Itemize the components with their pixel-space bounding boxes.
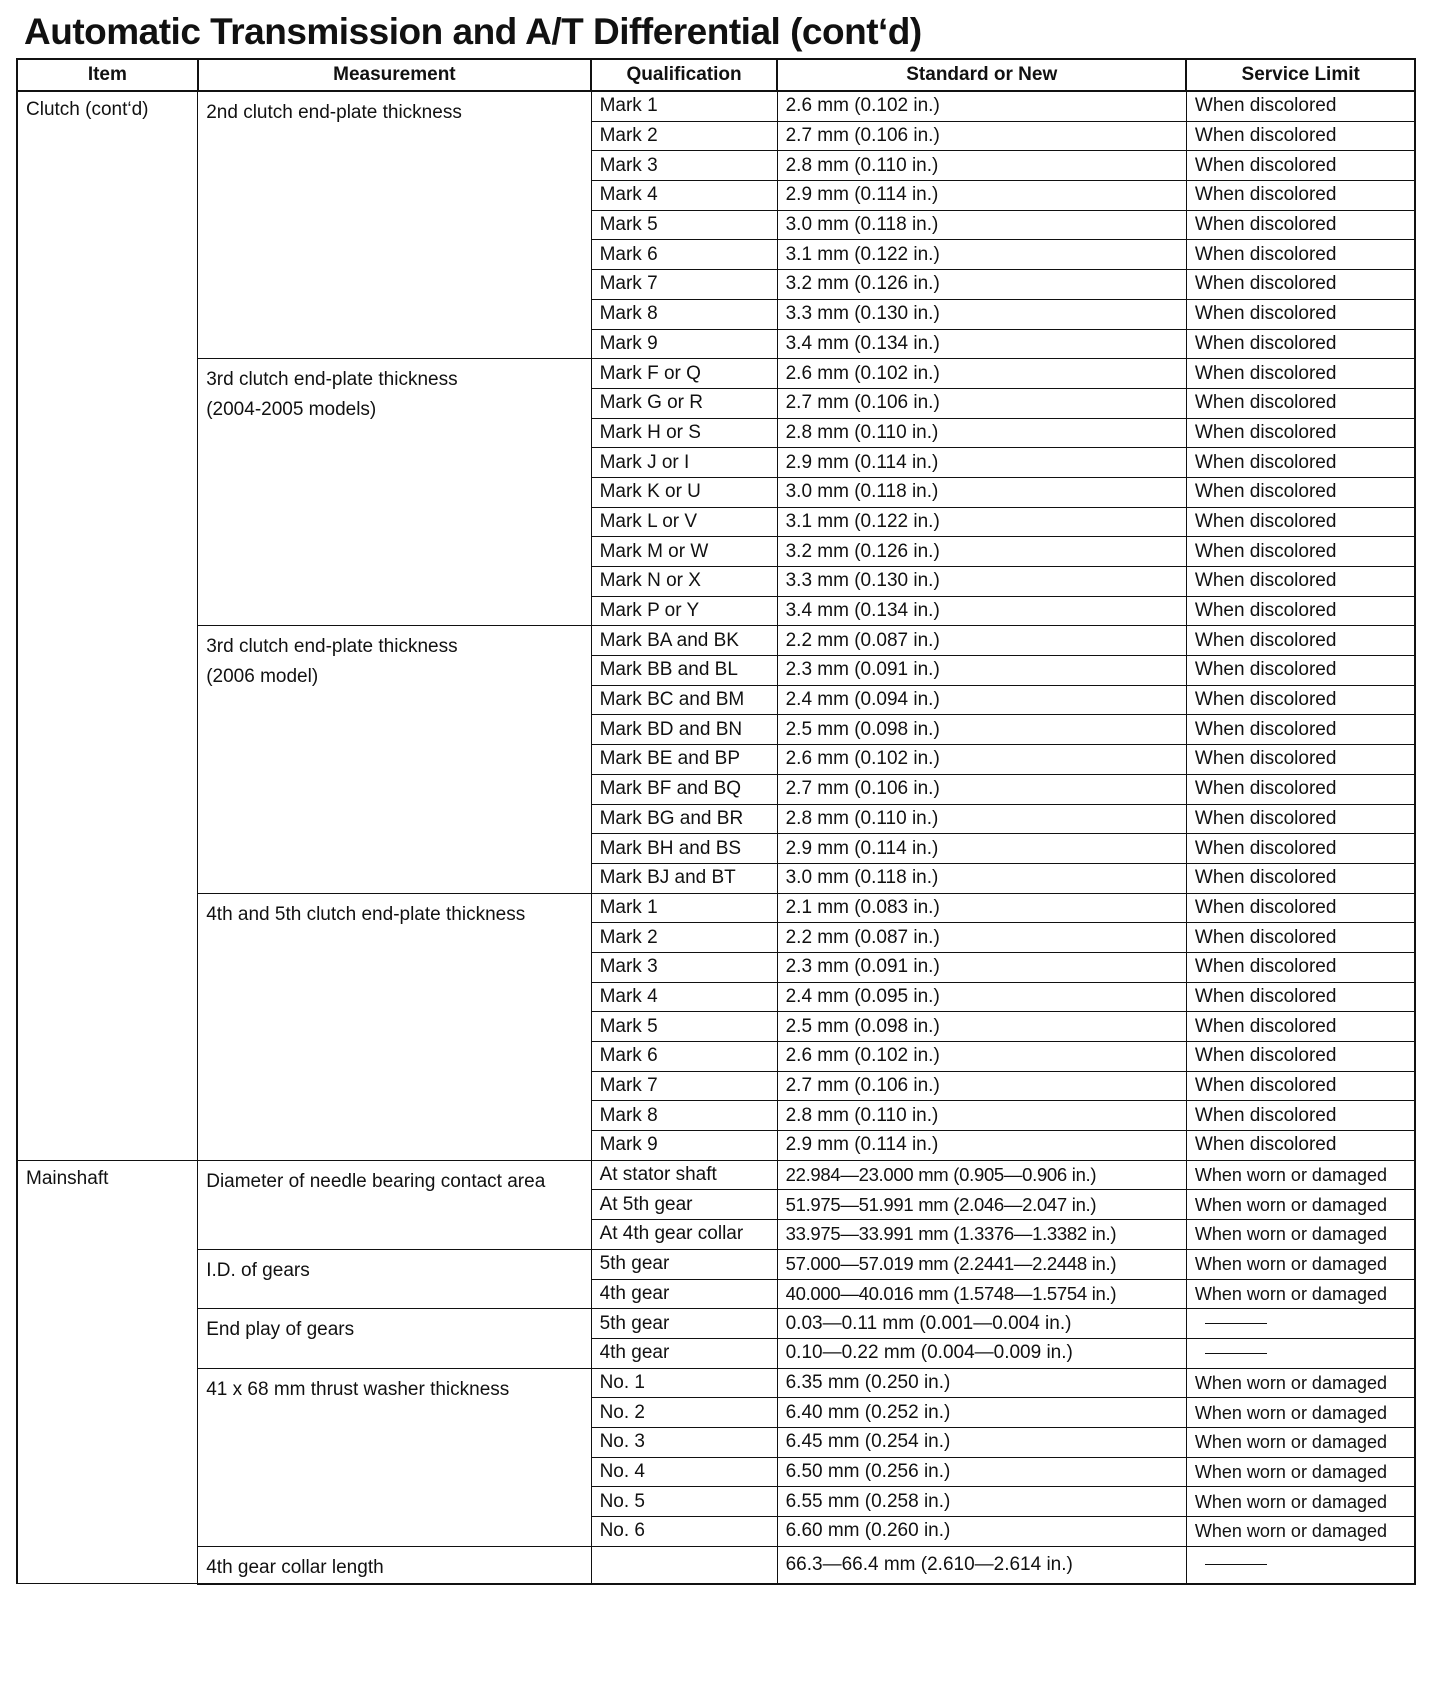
service-limit-cell [1186, 1546, 1415, 1584]
col-header-standard: Standard or New [777, 59, 1186, 91]
qualification-cell: Mark 1 [591, 91, 777, 121]
qualification-cell: Mark 2 [591, 121, 777, 151]
qualification-cell: Mark J or I [591, 448, 777, 478]
standard-cell: 2.2 mm (0.087 in.) [777, 923, 1186, 953]
measurement-cell: I.D. of gears [198, 1249, 591, 1308]
service-limit-cell: When discolored [1186, 1012, 1415, 1042]
col-header-measurement: Measurement [198, 59, 591, 91]
service-limit-cell: When worn or damaged [1186, 1220, 1415, 1250]
service-limit-cell: When worn or damaged [1186, 1398, 1415, 1428]
qualification-cell: Mark 3 [591, 952, 777, 982]
qualification-cell: Mark BJ and BT [591, 863, 777, 893]
service-limit-cell: When discolored [1186, 418, 1415, 448]
dash-line [1205, 1353, 1267, 1354]
standard-cell: 2.2 mm (0.087 in.) [777, 626, 1186, 656]
qualification-cell: Mark 9 [591, 329, 777, 359]
qualification-cell: Mark 1 [591, 893, 777, 923]
qualification-cell: 4th gear [591, 1338, 777, 1368]
standard-cell: 3.2 mm (0.126 in.) [777, 270, 1186, 300]
standard-cell: 2.6 mm (0.102 in.) [777, 359, 1186, 389]
service-limit-cell: When discolored [1186, 151, 1415, 181]
service-limit-cell: When worn or damaged [1186, 1368, 1415, 1398]
service-limit-cell: When worn or damaged [1186, 1427, 1415, 1457]
standard-cell: 2.5 mm (0.098 in.) [777, 1012, 1186, 1042]
standard-cell: 2.7 mm (0.106 in.) [777, 388, 1186, 418]
standard-cell: 2.9 mm (0.114 in.) [777, 1131, 1186, 1161]
service-limit-cell: When discolored [1186, 952, 1415, 982]
service-limit-cell: When worn or damaged [1186, 1457, 1415, 1487]
standard-cell: 3.2 mm (0.126 in.) [777, 537, 1186, 567]
standard-cell: 2.7 mm (0.106 in.) [777, 121, 1186, 151]
standard-cell: 2.9 mm (0.114 in.) [777, 448, 1186, 478]
standard-cell: 3.0 mm (0.118 in.) [777, 477, 1186, 507]
qualification-cell: Mark 6 [591, 240, 777, 270]
qualification-cell: Mark BA and BK [591, 626, 777, 656]
spec-table-body [17, 91, 1415, 1584]
item-cell: Mainshaft [17, 1160, 198, 1583]
qualification-cell: No. 6 [591, 1517, 777, 1547]
service-limit-cell [1186, 1338, 1415, 1368]
service-limit-cell: When discolored [1186, 121, 1415, 151]
qualification-cell: Mark 6 [591, 1042, 777, 1072]
qualification-cell: Mark G or R [591, 388, 777, 418]
standard-cell: 2.8 mm (0.110 in.) [777, 418, 1186, 448]
standard-cell: 2.8 mm (0.110 in.) [777, 151, 1186, 181]
qualification-cell: No. 1 [591, 1368, 777, 1398]
page-title: Automatic Transmission and A/T Differential (cont‘d) [24, 11, 922, 52]
service-limit-cell: When discolored [1186, 1131, 1415, 1161]
qualification-cell: Mark 7 [591, 270, 777, 300]
qualification-cell: Mark 3 [591, 151, 777, 181]
measurement-cell: 4th and 5th clutch end-plate thickness [198, 893, 591, 1160]
qualification-cell: 4th gear [591, 1279, 777, 1309]
standard-cell: 2.7 mm (0.106 in.) [777, 774, 1186, 804]
standard-cell: 6.40 mm (0.252 in.) [777, 1398, 1186, 1428]
service-limit-cell: When discolored [1186, 656, 1415, 686]
service-limit-cell: When discolored [1186, 804, 1415, 834]
service-limit-cell: When worn or damaged [1186, 1279, 1415, 1309]
qualification-cell: Mark 7 [591, 1071, 777, 1101]
service-limit-cell: When discolored [1186, 359, 1415, 389]
service-limit-cell: When discolored [1186, 982, 1415, 1012]
service-limit-cell: When discolored [1186, 567, 1415, 597]
standard-cell: 57.000—57.019 mm (2.2441—2.2448 in.) [777, 1249, 1186, 1279]
service-limit-cell: When discolored [1186, 596, 1415, 626]
qualification-cell: Mark 9 [591, 1131, 777, 1161]
standard-cell: 2.4 mm (0.095 in.) [777, 982, 1186, 1012]
service-limit-cell: When discolored [1186, 537, 1415, 567]
qualification-cell: Mark 8 [591, 1101, 777, 1131]
standard-cell: 2.7 mm (0.106 in.) [777, 1071, 1186, 1101]
measurement-cell: 3rd clutch end-plate thickness (2006 model) [198, 626, 591, 893]
service-limit-cell: When discolored [1186, 299, 1415, 329]
qualification-cell: Mark 8 [591, 299, 777, 329]
table-row [17, 893, 1415, 923]
service-limit-cell: When discolored [1186, 626, 1415, 656]
service-limit-cell: When discolored [1186, 774, 1415, 804]
standard-cell: 51.975—51.991 mm (2.046—2.047 in.) [777, 1190, 1186, 1220]
table-row [17, 91, 1415, 121]
standard-cell: 2.6 mm (0.102 in.) [777, 91, 1186, 121]
qualification-cell: Mark F or Q [591, 359, 777, 389]
standard-cell: 22.984—23.000 mm (0.905—0.906 in.) [777, 1160, 1186, 1190]
service-limit-cell: When discolored [1186, 1071, 1415, 1101]
service-limit-cell: When discolored [1186, 448, 1415, 478]
standard-cell: 3.3 mm (0.130 in.) [777, 567, 1186, 597]
standard-cell: 3.0 mm (0.118 in.) [777, 863, 1186, 893]
qualification-cell: Mark BB and BL [591, 656, 777, 686]
service-limit-cell: When worn or damaged [1186, 1160, 1415, 1190]
qualification-cell: Mark 2 [591, 923, 777, 953]
item-cell: Clutch (cont‘d) [17, 91, 198, 1160]
standard-cell: 6.55 mm (0.258 in.) [777, 1487, 1186, 1517]
standard-cell: 2.4 mm (0.094 in.) [777, 685, 1186, 715]
standard-cell: 2.6 mm (0.102 in.) [777, 1042, 1186, 1072]
qualification-cell: At 5th gear [591, 1190, 777, 1220]
qualification-cell: 5th gear [591, 1309, 777, 1339]
spec-table [16, 58, 1416, 1585]
col-header-item: Item [17, 59, 198, 91]
standard-cell: 2.6 mm (0.102 in.) [777, 745, 1186, 775]
qualification-cell: Mark M or W [591, 537, 777, 567]
service-limit-cell: When discolored [1186, 685, 1415, 715]
standard-cell: 2.9 mm (0.114 in.) [777, 834, 1186, 864]
standard-cell: 2.5 mm (0.098 in.) [777, 715, 1186, 745]
standard-cell: 2.3 mm (0.091 in.) [777, 952, 1186, 982]
standard-cell: 3.3 mm (0.130 in.) [777, 299, 1186, 329]
qualification-cell: At 4th gear collar [591, 1220, 777, 1250]
qualification-cell: Mark BC and BM [591, 685, 777, 715]
qualification-cell: No. 4 [591, 1457, 777, 1487]
service-limit-cell: When discolored [1186, 893, 1415, 923]
measurement-cell: 3rd clutch end-plate thickness (2004-2005 models) [198, 359, 591, 626]
service-limit-cell: When discolored [1186, 477, 1415, 507]
service-limit-cell: When discolored [1186, 923, 1415, 953]
qualification-cell: 5th gear [591, 1249, 777, 1279]
table-row [17, 1368, 1415, 1398]
service-limit-cell: When worn or damaged [1186, 1190, 1415, 1220]
measurement-cell: 4th gear collar length [198, 1546, 591, 1584]
qualification-cell: No. 5 [591, 1487, 777, 1517]
qualification-cell: Mark BE and BP [591, 745, 777, 775]
service-limit-cell [1186, 1309, 1415, 1339]
qualification-cell: Mark 5 [591, 210, 777, 240]
standard-cell: 3.4 mm (0.134 in.) [777, 596, 1186, 626]
table-row [17, 1546, 1415, 1584]
service-limit-cell: When discolored [1186, 715, 1415, 745]
qualification-cell: Mark K or U [591, 477, 777, 507]
service-limit-cell: When worn or damaged [1186, 1517, 1415, 1547]
table-row [17, 626, 1415, 656]
measurement-cell: 41 x 68 mm thrust washer thickness [198, 1368, 591, 1546]
dash-line [1205, 1564, 1267, 1565]
standard-cell: 3.4 mm (0.134 in.) [777, 329, 1186, 359]
standard-cell: 2.8 mm (0.110 in.) [777, 1101, 1186, 1131]
standard-cell: 40.000—40.016 mm (1.5748—1.5754 in.) [777, 1279, 1186, 1309]
service-limit-cell: When discolored [1186, 91, 1415, 121]
dash-line [1205, 1323, 1267, 1324]
qualification-cell: Mark P or Y [591, 596, 777, 626]
qualification-cell: Mark BD and BN [591, 715, 777, 745]
standard-cell: 2.3 mm (0.091 in.) [777, 656, 1186, 686]
standard-cell: 2.1 mm (0.083 in.) [777, 893, 1186, 923]
qualification-cell: Mark BH and BS [591, 834, 777, 864]
service-limit-cell: When worn or damaged [1186, 1249, 1415, 1279]
service-limit-cell: When discolored [1186, 388, 1415, 418]
qualification-cell [591, 1546, 777, 1584]
standard-cell: 3.0 mm (0.118 in.) [777, 210, 1186, 240]
qualification-cell: Mark 4 [591, 982, 777, 1012]
service-limit-cell: When discolored [1186, 1101, 1415, 1131]
table-row [17, 1309, 1415, 1339]
service-limit-cell: When worn or damaged [1186, 1487, 1415, 1517]
qualification-cell: No. 2 [591, 1398, 777, 1428]
standard-cell: 2.8 mm (0.110 in.) [777, 804, 1186, 834]
standard-cell: 6.50 mm (0.256 in.) [777, 1457, 1186, 1487]
standard-cell: 66.3—66.4 mm (2.610—2.614 in.) [777, 1546, 1186, 1584]
service-limit-cell: When discolored [1186, 1042, 1415, 1072]
standard-cell: 3.1 mm (0.122 in.) [777, 507, 1186, 537]
qualification-cell: Mark L or V [591, 507, 777, 537]
service-limit-cell: When discolored [1186, 329, 1415, 359]
measurement-cell: Diameter of needle bearing contact area [198, 1160, 591, 1249]
qualification-cell: Mark 4 [591, 181, 777, 211]
qualification-cell: Mark BG and BR [591, 804, 777, 834]
standard-cell: 0.03—0.11 mm (0.001—0.004 in.) [777, 1309, 1186, 1339]
measurement-cell: End play of gears [198, 1309, 591, 1368]
col-header-service-limit: Service Limit [1186, 59, 1415, 91]
header-row [17, 59, 1415, 91]
standard-cell: 33.975—33.991 mm (1.3376—1.3382 in.) [777, 1220, 1186, 1250]
service-limit-cell: When discolored [1186, 210, 1415, 240]
qualification-cell: No. 3 [591, 1427, 777, 1457]
standard-cell: 2.9 mm (0.114 in.) [777, 181, 1186, 211]
service-limit-cell: When discolored [1186, 834, 1415, 864]
table-row [17, 1160, 1415, 1190]
service-limit-cell: When discolored [1186, 270, 1415, 300]
measurement-cell: 2nd clutch end-plate thickness [198, 91, 591, 359]
standard-cell: 6.45 mm (0.254 in.) [777, 1427, 1186, 1457]
service-limit-cell: When discolored [1186, 507, 1415, 537]
standard-cell: 3.1 mm (0.122 in.) [777, 240, 1186, 270]
qualification-cell: Mark 5 [591, 1012, 777, 1042]
service-limit-cell: When discolored [1186, 745, 1415, 775]
service-limit-cell: When discolored [1186, 240, 1415, 270]
qualification-cell: Mark H or S [591, 418, 777, 448]
col-header-qualification: Qualification [591, 59, 777, 91]
qualification-cell: Mark BF and BQ [591, 774, 777, 804]
table-row [17, 1249, 1415, 1279]
qualification-cell: Mark N or X [591, 567, 777, 597]
standard-cell: 6.60 mm (0.260 in.) [777, 1517, 1186, 1547]
service-limit-cell: When discolored [1186, 181, 1415, 211]
standard-cell: 0.10—0.22 mm (0.004—0.009 in.) [777, 1338, 1186, 1368]
service-limit-cell: When discolored [1186, 863, 1415, 893]
standard-cell: 6.35 mm (0.250 in.) [777, 1368, 1186, 1398]
qualification-cell: At stator shaft [591, 1160, 777, 1190]
table-row [17, 359, 1415, 389]
